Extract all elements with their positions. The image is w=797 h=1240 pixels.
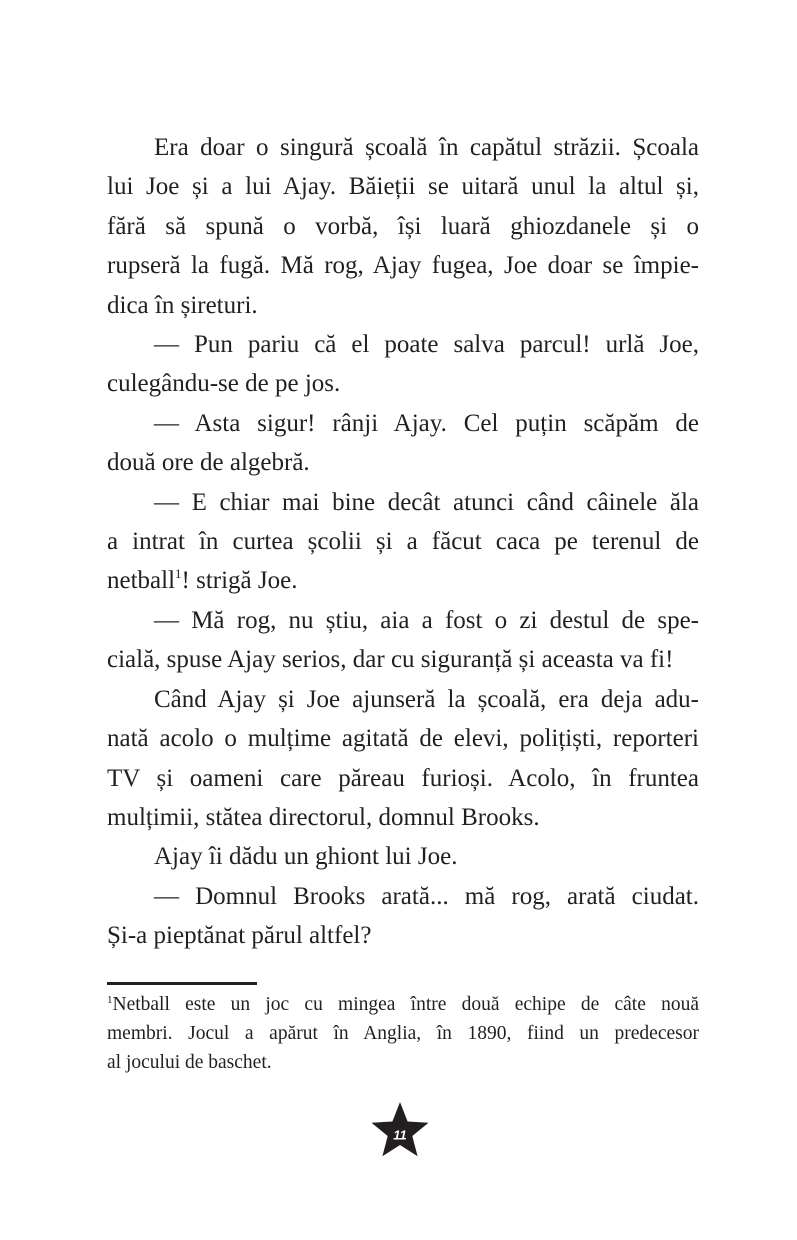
- footnote-reference[interactable]: 1: [175, 566, 182, 582]
- dialogue-line: [107, 561, 699, 600]
- footnote-line: al jocului de baschet.: [107, 1052, 272, 1073]
- paragraph-line: lui Joe și a lui Ajay. Băieții se uitară unul la altul și,: [107, 173, 699, 201]
- paragraph-line: dica în șireturi.: [107, 291, 258, 319]
- dialogue-line: — Asta sigur! rânji Ajay. Cel puțin scăpăm de: [154, 409, 699, 437]
- dialogue-line: Și-a pieptănat părul altfel?: [107, 922, 372, 950]
- paragraph-line: Era doar o singură școală în capătul străzii. Școala: [154, 134, 699, 161]
- paragraph-line: mulțimii, stătea directorul, domnul Brooks.: [107, 803, 540, 831]
- paragraph-line: Ajay îi dădu un ghiont lui Joe.: [154, 843, 458, 871]
- dialogue-text: ! strigă Joe.: [181, 567, 298, 595]
- dialogue-line: — Domnul Brooks arată... mă rog, arată ciudat.: [154, 882, 699, 910]
- dialogue-line: cială, spuse Ajay serios, dar cu siguranță și aceasta va fi!: [107, 646, 674, 674]
- footnote-line: [107, 990, 699, 1019]
- paragraph-line: rupseră la fugă. Mă rog, Ajay fugea, Joe doar se împie-: [107, 252, 699, 280]
- dialogue-line: două ore de algebră.: [107, 449, 310, 477]
- dialogue-line: a intrat în curtea școlii și a făcut caca pe terenul de: [107, 528, 699, 556]
- paragraph-line: nată acolo o mulțime agitată de elevi, polițiști, reporteri: [107, 725, 699, 753]
- dialogue-line: — Mă rog, nu știu, aia a fost o zi destul de spe-: [154, 606, 699, 634]
- footnote-marker: 1: [107, 994, 113, 1006]
- footnote-line: membri. Jocul a apărut în Anglia, în 1890, fiind un predecesor: [107, 1023, 699, 1044]
- paragraph-line: Când Ajay și Joe ajunseră la școală, era deja adu-: [154, 685, 699, 713]
- footnote: [107, 990, 699, 1077]
- footnote-anchor-text: netball: [107, 567, 176, 595]
- body-text: [107, 128, 699, 956]
- paragraph-line: TV și oameni care păreau furioși. Acolo, în fruntea: [107, 764, 699, 792]
- dialogue-line: — Pun pariu că el poate salva parcul! urlă Joe,: [154, 331, 699, 359]
- dialogue-line: — E chiar mai bine decât atunci când câinele ăla: [154, 488, 699, 516]
- page-number: 11: [393, 1127, 407, 1143]
- page-number-star-icon: [369, 1100, 431, 1162]
- paragraph-line: fără să spună o vorbă, își luară ghiozdanele și o: [107, 212, 699, 240]
- footnote-text: Netball este un joc cu mingea între două echipe de câte nouă: [112, 994, 699, 1015]
- dialogue-line: culegându-se de pe jos.: [107, 370, 341, 398]
- footnote-divider: [107, 982, 257, 985]
